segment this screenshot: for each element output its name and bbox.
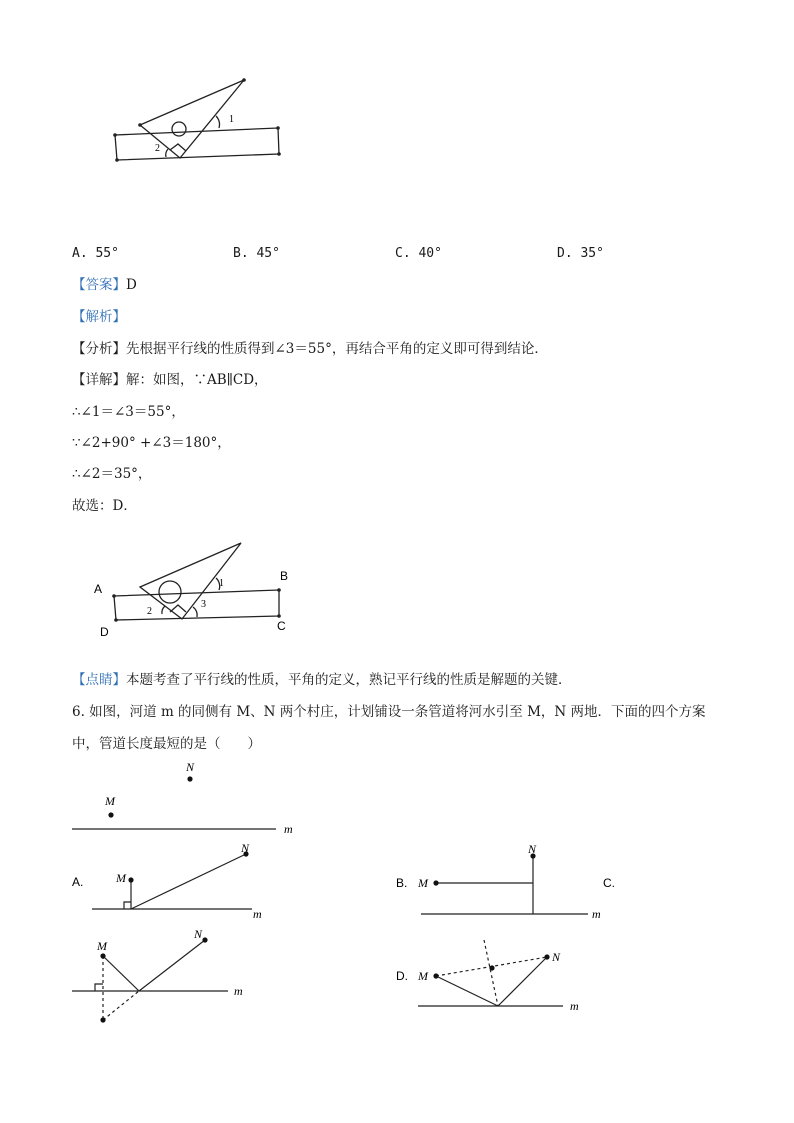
angle-1-label: 1 [229, 114, 234, 125]
b-n-label: N [528, 842, 537, 856]
angle-2-label: 2 [155, 143, 160, 154]
option-c: C. 40° [395, 246, 442, 261]
dianjing-text: 本题考查了平行线的性质，平角的定义，熟记平行线的性质是解题的关键． [126, 672, 572, 688]
fenxi-text: 先根据平行线的性质得到∠3＝55°，再结合平角的定义即可得到结论． [126, 341, 548, 357]
q6-line-2: 中，管道长度最短的是（ ） [72, 736, 261, 752]
point-c-label: C [277, 619, 286, 633]
option-b: B. 45° [233, 246, 280, 261]
angle-3-label-fig2: 3 [201, 599, 206, 610]
analysis-tag: 【解析】 [72, 309, 126, 325]
step-3: ∴∠2＝35°， [72, 466, 152, 482]
point-b-label: B [280, 569, 289, 583]
answer-tag: 【答案】 [72, 277, 126, 293]
option-d: D. 35° [557, 246, 604, 261]
option-b-fig-label: B. [396, 876, 408, 890]
fenxi-tag: 【分析】 [72, 341, 126, 357]
option-a: A. 55° [72, 246, 119, 261]
answer-value: D [126, 277, 137, 293]
xiangjie-tag: 【详解】 [72, 372, 126, 388]
a-river-label: m [253, 907, 262, 921]
c-n-label: N [194, 927, 203, 941]
point-d-label: D [100, 625, 109, 639]
c-m-label: M [97, 939, 107, 953]
d-m-label: M [418, 969, 428, 983]
step-1: ∴∠1＝∠3＝55°， [72, 404, 185, 420]
step-2: ∵∠2+90° +∠3＝180°， [72, 435, 231, 451]
b-m-label: M [418, 876, 428, 890]
step-4: 故选：D． [72, 498, 137, 514]
option-a-fig-label: A. [72, 875, 84, 889]
angle-2-label-fig2: 2 [147, 606, 152, 617]
main-m-point-label: M [105, 794, 115, 808]
a-m-label: M [116, 871, 126, 885]
b-river-label: m [592, 907, 601, 921]
option-d-fig-label: D. [396, 969, 408, 983]
q6-line-1: 6. 如图，河道 m 的同侧有 M、N 两个村庄，计划铺设一条管道将河水引至 M，N 两地．下面的四个方案 [72, 704, 706, 720]
main-river-label: m [284, 822, 293, 836]
angle-1-label-fig2: 1 [219, 578, 224, 589]
dianjing-tag: 【点睛】 [72, 672, 126, 688]
main-n-point-label: N [186, 760, 195, 774]
a-n-label: N [241, 841, 250, 855]
xiangjie-text: 解：如图，∵AB∥CD， [126, 372, 268, 388]
option-c-fig-label: C. [603, 876, 615, 890]
c-river-label: m [234, 984, 243, 998]
point-a-label: A [94, 582, 103, 596]
d-n-label: N [552, 950, 561, 964]
d-river-label: m [570, 999, 579, 1013]
